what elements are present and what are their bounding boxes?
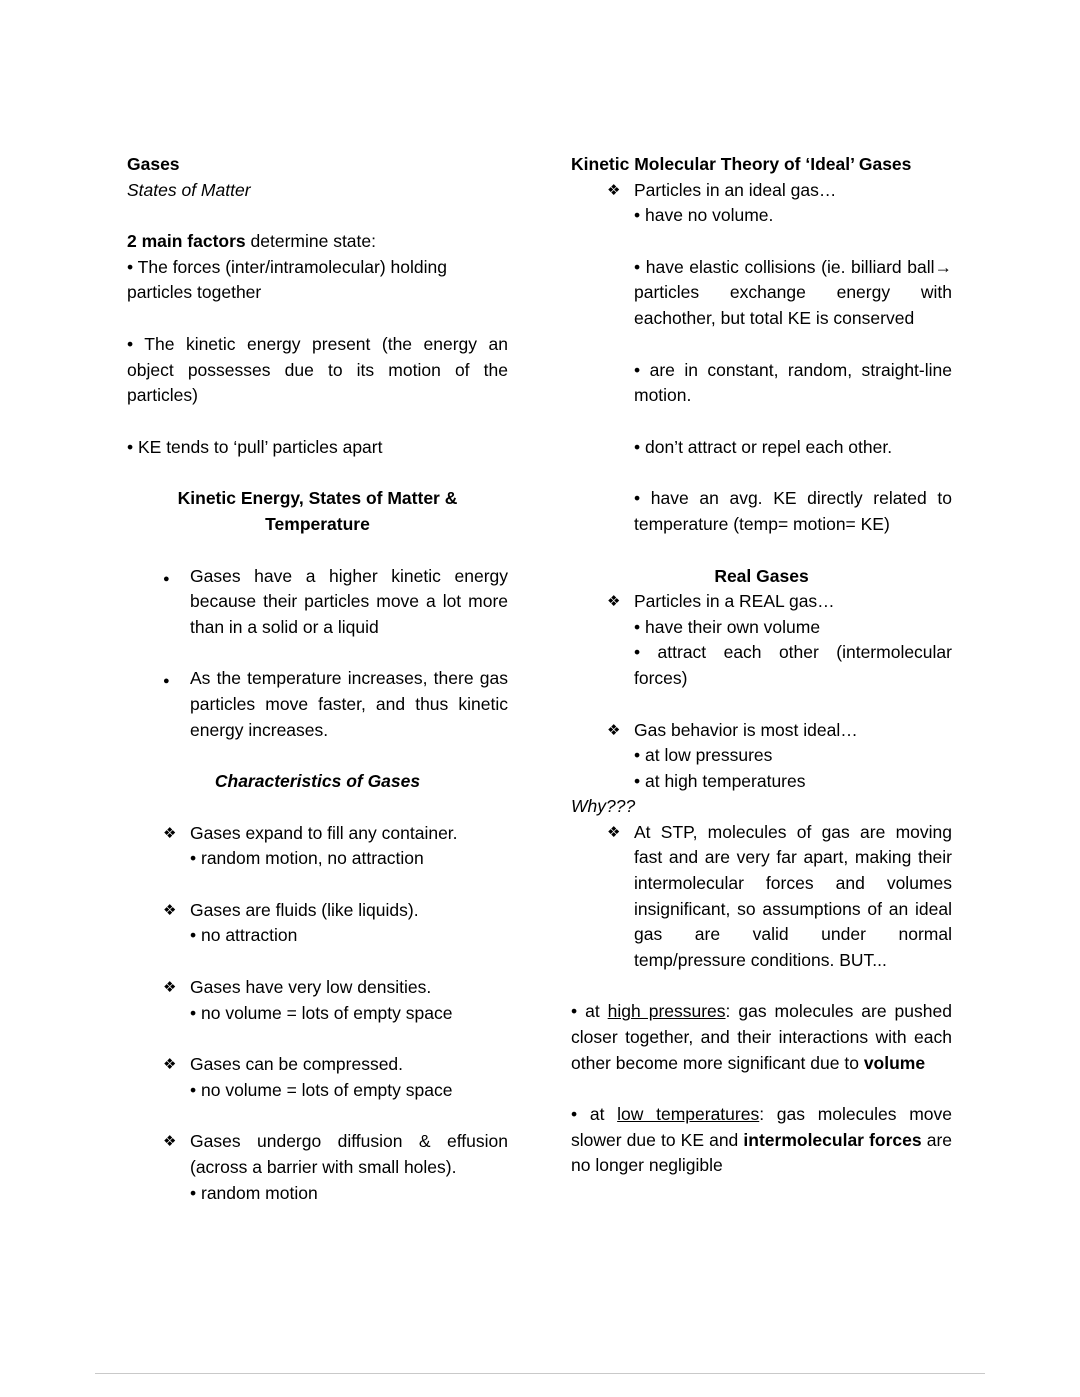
- factors-bold-text: 2 main factors: [127, 231, 246, 252]
- characteristic-sub: • no volume = lots of empty space: [190, 1002, 453, 1023]
- real-gas-item: [571, 589, 952, 691]
- diamond-bullet-icon: ❖: [163, 1056, 177, 1074]
- kinetic-energy-heading: Kinetic Energy, States of Matter & Temperature: [177, 488, 458, 534]
- diamond-bullet-icon: ❖: [163, 979, 177, 997]
- factors-line: [127, 229, 508, 255]
- characteristic-item: [127, 821, 508, 872]
- circle-bullet-icon: [163, 564, 190, 641]
- characteristic-main: Gases can be compressed.: [190, 1054, 404, 1075]
- real-gas-sub: • attract each other (intermolecular forces): [634, 642, 952, 688]
- low-temp-post: are no longer negligible: [571, 1129, 952, 1176]
- right-column: [571, 152, 952, 1206]
- characteristic-item: [127, 975, 508, 1026]
- real-gas-content: [634, 589, 952, 691]
- gas-behavior-main: Gas behavior is most ideal…: [634, 719, 858, 740]
- ideal-gas-item: [571, 178, 952, 538]
- factors-rest-text: determine state:: [245, 231, 377, 252]
- ideal-gas-content: [634, 178, 952, 538]
- ke-point-item: [127, 666, 508, 743]
- diamond-bullet-icon: ❖: [163, 824, 177, 842]
- diamond-bullet-icon: ❖: [163, 1133, 177, 1151]
- gas-behavior-sub: • at high temperatures: [634, 770, 806, 791]
- ideal-gas-sub: • are in constant, random, straight-line motion.: [634, 359, 952, 406]
- diamond-bullet-icon: ❖: [607, 593, 621, 611]
- characteristic-item: [127, 1052, 508, 1103]
- doc-subtitle: States of Matter: [127, 179, 251, 200]
- low-temperature-paragraph: [571, 1102, 952, 1179]
- gas-behavior-sub: • at low pressures: [634, 745, 773, 766]
- real-gas-sub: • have their own volume: [634, 616, 821, 637]
- gas-behavior-content: [634, 718, 952, 795]
- page-break-divider: [95, 1373, 985, 1374]
- low-temp-mid: : gas molecules move slower due to KE and: [571, 1104, 952, 1150]
- characteristic-sub: • no attraction: [190, 925, 298, 946]
- characteristic-main: Gases undergo diffusion & effusion (across a barrier with small holes).: [190, 1131, 508, 1178]
- ideal-gas-main: Particles in an ideal gas…: [634, 179, 837, 200]
- diamond-bullet-icon: ❖: [607, 823, 621, 841]
- low-temp-pre: • at: [571, 1104, 618, 1125]
- low-temp-bold: intermolecular forces: [743, 1129, 922, 1150]
- stp-item: [571, 820, 952, 974]
- kinetic-energy-bullet-paragraph: • The kinetic energy present (the energy an object possesses due to its motion of the particles): [127, 333, 508, 406]
- characteristic-main: Gases are fluids (like liquids).: [190, 899, 419, 920]
- diamond-bullet-icon: ❖: [607, 181, 621, 199]
- stp-text: At STP, molecules of gas are moving fast and are very far apart, making their intermolecular forces and volumes insignificant, so assumptions of an ideal gas are valid under normal temp/pressure conditions. BUT...: [634, 821, 952, 970]
- ideal-gas-sub: • have no volume.: [634, 205, 774, 226]
- left-column: [127, 152, 508, 1206]
- circle-bullet-glyph: ●: [163, 572, 170, 585]
- high-pressure-mid: : gas molecules are pushed closer together, and their interactions with each other become more significant due to: [571, 1001, 952, 1073]
- diamond-bullet-icon: ❖: [607, 721, 621, 739]
- diamond-bullet-icon: ❖: [163, 901, 177, 919]
- characteristic-content: [190, 1129, 508, 1206]
- doc-title: Gases: [127, 154, 180, 174]
- ke-point-item: [127, 564, 508, 641]
- characteristic-item: [127, 898, 508, 949]
- two-column-layout: [127, 152, 953, 1206]
- gas-behavior-item: [571, 718, 952, 795]
- ke-point-text: Gases have a higher kinetic energy because their particles move a lot more than in a solid or a liquid: [190, 565, 508, 637]
- characteristic-content: [190, 975, 508, 1026]
- characteristic-sub: • random motion, no attraction: [190, 848, 424, 869]
- ideal-gas-sub: • have elastic collisions (ie. billiard ball→ particles exchange energy with eachother, but total KE is conserved: [634, 256, 952, 328]
- characteristic-content: [190, 898, 508, 949]
- high-pressure-underlined: high pressures: [607, 1001, 726, 1022]
- circle-bullet-icon: [163, 666, 190, 743]
- real-gas-main: Particles in a REAL gas…: [634, 591, 835, 612]
- high-pressure-paragraph: [571, 999, 952, 1076]
- characteristic-item: [127, 1129, 508, 1206]
- kmt-heading: Kinetic Molecular Theory of ‘Ideal’ Gases: [571, 154, 912, 174]
- characteristic-content: [190, 821, 508, 872]
- ideal-gas-sub: • have an avg. KE directly related to temperature (temp= motion= KE): [634, 488, 952, 534]
- characteristic-main: Gases expand to fill any container.: [190, 822, 458, 843]
- characteristic-main: Gases have very low densities.: [190, 977, 432, 998]
- high-pressure-pre: • at: [571, 1001, 608, 1022]
- characteristics-heading: Characteristics of Gases: [214, 771, 421, 792]
- high-pressure-bold: volume: [863, 1052, 926, 1073]
- pull-bullet-paragraph: • KE tends to ‘pull’ particles apart: [127, 436, 383, 457]
- circle-bullet-glyph: ●: [163, 675, 170, 688]
- force-bullet-paragraph: • The forces (inter/intramolecular) holding particles together: [127, 256, 447, 303]
- why-question: Why???: [571, 796, 636, 817]
- ideal-gas-sub: • don’t attract or repel each other.: [634, 436, 893, 457]
- ke-point-text: As the temperature increases, there gas particles move faster, and thus kinetic energy increases.: [190, 668, 508, 740]
- low-temp-underlined: low temperatures: [617, 1104, 760, 1125]
- real-gases-heading: Real Gases: [714, 565, 809, 586]
- characteristic-content: [190, 1052, 508, 1103]
- characteristic-sub: • random motion: [190, 1182, 318, 1203]
- characteristic-sub: • no volume = lots of empty space: [190, 1079, 453, 1100]
